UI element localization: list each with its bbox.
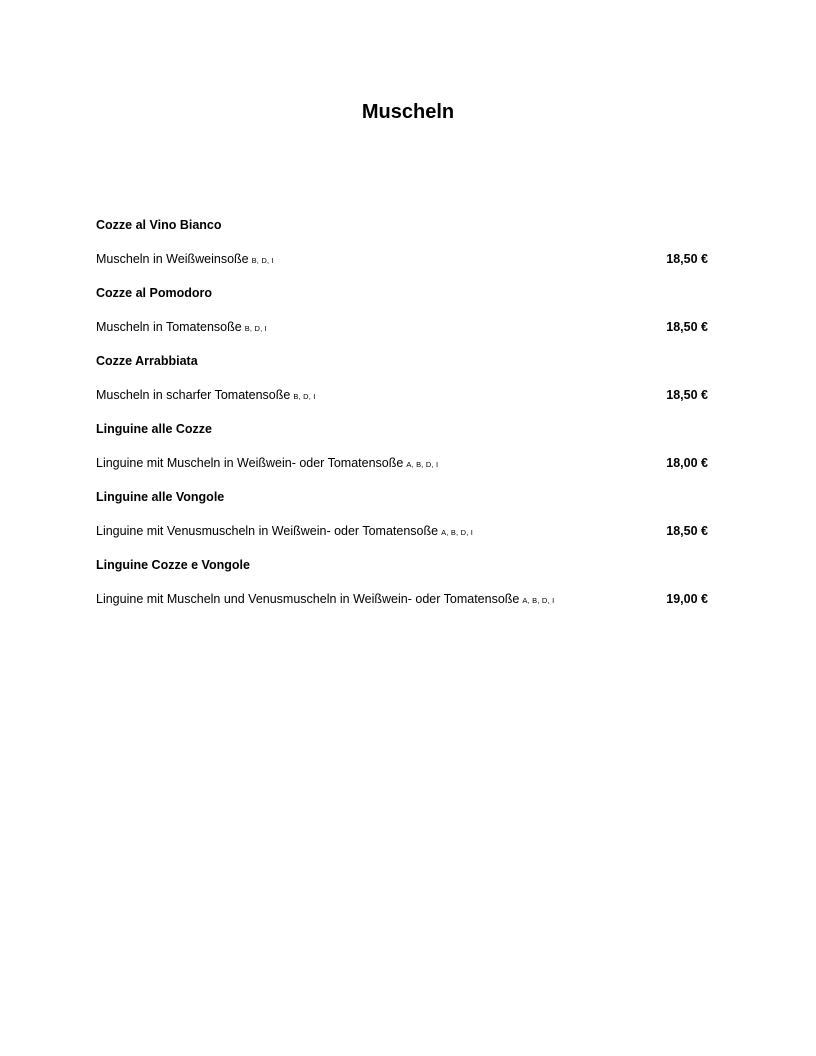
menu-item (96, 487, 708, 541)
item-description (96, 453, 438, 475)
menu-item (96, 351, 708, 405)
item-name: Cozze Arrabbiata (96, 354, 198, 368)
menu-item (96, 283, 708, 337)
item-allergens: A, B, D, I (406, 460, 439, 469)
item-description (96, 521, 473, 543)
menu-item (96, 555, 708, 609)
item-allergens: A, B, D, I (441, 528, 474, 537)
item-price: 18,50 € (666, 320, 708, 334)
item-price: 18,50 € (666, 524, 708, 538)
item-allergens: A, B, D, I (522, 596, 555, 605)
item-description-text: Muscheln in Tomatensoße (96, 320, 242, 334)
item-description (96, 589, 554, 611)
item-name: Cozze al Pomodoro (96, 286, 212, 300)
item-line (96, 317, 708, 337)
item-description (96, 385, 316, 407)
item-price: 18,50 € (666, 388, 708, 402)
item-description (96, 249, 274, 271)
item-description-text: Muscheln in scharfer Tomatensoße (96, 388, 291, 402)
item-allergens: B, D, I (244, 324, 267, 333)
item-description-text: Muscheln in Weißweinsoße (96, 252, 249, 266)
item-name: Linguine Cozze e Vongole (96, 558, 250, 572)
menu-item (96, 419, 708, 473)
item-allergens: B, D, I (251, 256, 274, 265)
item-name: Linguine alle Vongole (96, 490, 225, 504)
menu-list (96, 215, 708, 623)
item-description-text: Linguine mit Muscheln in Weißwein- oder Tomatensoße (96, 456, 404, 470)
item-price: 18,50 € (666, 252, 708, 266)
item-description-text: Linguine mit Muscheln und Venusmuscheln in Weißwein- oder Tomatensoße (96, 592, 520, 606)
item-price: 18,00 € (666, 456, 708, 470)
page-title: Muscheln (361, 101, 455, 123)
item-description-text: Linguine mit Venusmuscheln in Weißwein- oder Tomatensoße (96, 524, 439, 538)
item-name: Cozze al Vino Bianco (96, 218, 222, 232)
item-description (96, 317, 267, 339)
item-line (96, 453, 708, 473)
item-line (96, 385, 708, 405)
menu-item (96, 215, 708, 269)
item-allergens: B, D, I (293, 392, 316, 401)
item-name: Linguine alle Cozze (96, 422, 212, 436)
item-price: 19,00 € (666, 592, 708, 606)
item-line (96, 589, 708, 609)
item-line (96, 249, 708, 269)
item-line (96, 521, 708, 541)
